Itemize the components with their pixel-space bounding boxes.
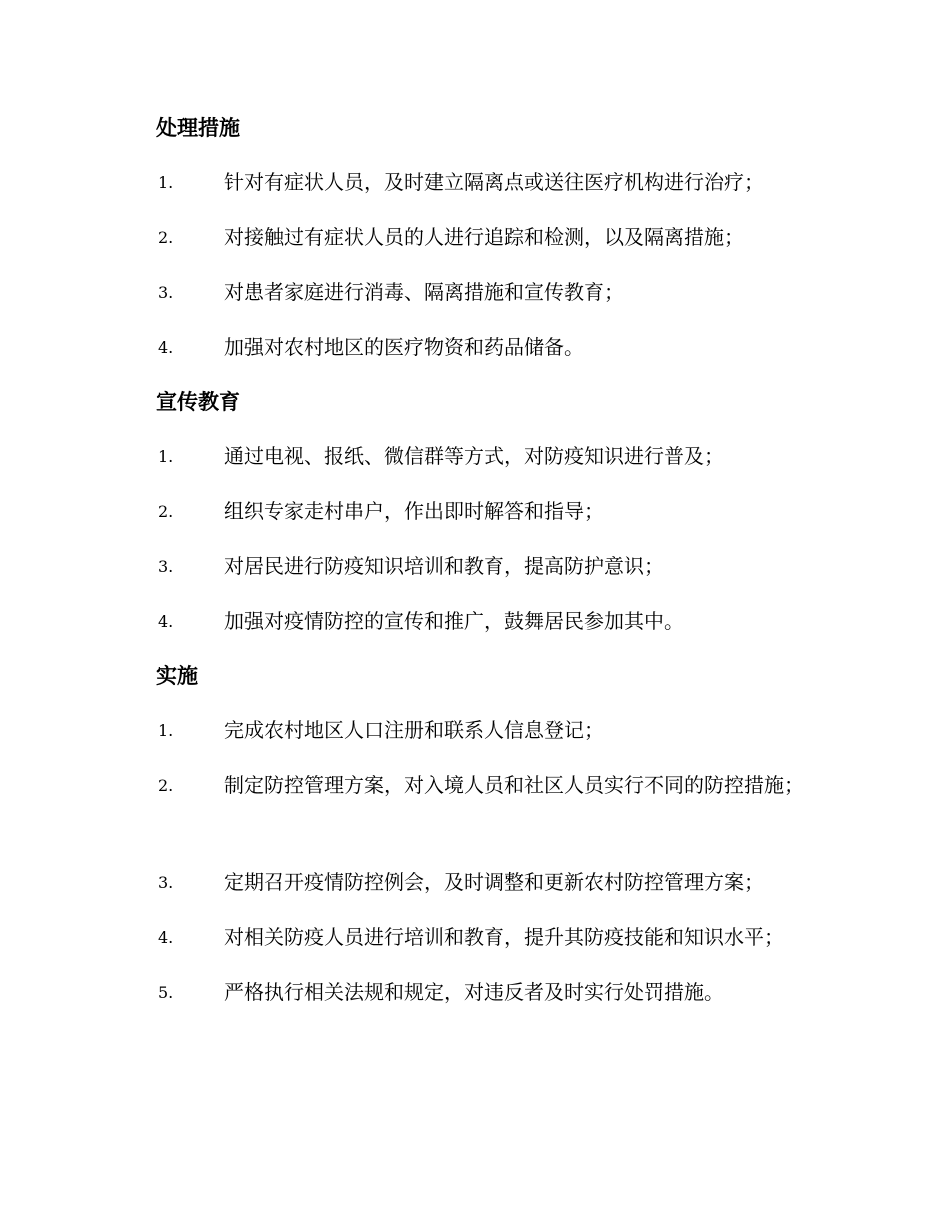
list-item [112, 210, 832, 265]
list-item-text: 对接触过有症状人员的人进行追踪和检测，以及隔离措施； [224, 225, 744, 249]
list-item [112, 265, 832, 320]
list-item-number: 2. [158, 776, 174, 795]
list-item-text: 对居民进行防疫知识培训和教育，提高防护意识； [224, 554, 664, 578]
list-item [112, 429, 832, 484]
list-item [112, 910, 832, 965]
list-item-number: 1. [158, 721, 174, 740]
list-item-number: 4. [158, 928, 174, 947]
list-item-number: 1. [158, 447, 174, 466]
list-item [112, 758, 832, 813]
list-item [112, 594, 832, 649]
list-item-number: 5. [158, 983, 174, 1002]
list-item-number: 2. [158, 502, 174, 521]
list-item-text: 制定防控管理方案，对入境人员和社区人员实行不同的防控措施； [224, 773, 804, 797]
list-item-text: 完成农村地区人口注册和联系人信息登记； [224, 718, 604, 742]
list-item-text: 对患者家庭进行消毒、隔离措施和宣传教育； [224, 280, 624, 304]
list-item-number: 3. [158, 873, 174, 892]
list-item-text: 加强对疫情防控的宣传和推广，鼓舞居民参加其中。 [224, 609, 684, 633]
section-heading-treatment: 处理措施 [156, 116, 240, 140]
list-item-number: 3. [158, 557, 174, 576]
list-item [112, 539, 832, 594]
section-heading-education: 宣传教育 [156, 390, 240, 414]
list-item-text: 加强对农村地区的医疗物资和药品储备。 [224, 335, 584, 359]
section-heading-implementation: 实施 [156, 664, 198, 688]
list-item [112, 703, 832, 758]
list-item-text: 定期召开疫情防控例会，及时调整和更新农村防控管理方案； [224, 870, 764, 894]
list-item [112, 155, 832, 210]
list-item-number: 2. [158, 228, 174, 247]
list-item-text: 对相关防疫人员进行培训和教育，提升其防疫技能和知识水平； [224, 925, 784, 949]
list-item-number: 4. [158, 338, 174, 357]
list-item [112, 484, 832, 539]
list-item [112, 855, 832, 910]
list-item-text: 针对有症状人员，及时建立隔离点或送往医疗机构进行治疗； [224, 170, 764, 194]
list-item-text: 组织专家走村串户，作出即时解答和指导； [224, 499, 604, 523]
list-item [112, 965, 832, 1020]
list-item-text: 通过电视、报纸、微信群等方式，对防疫知识进行普及； [224, 444, 724, 468]
list-item [112, 320, 832, 375]
list-item-number: 1. [158, 173, 174, 192]
list-item-text: 严格执行相关法规和规定，对违反者及时实行处罚措施。 [224, 980, 724, 1004]
list-item-number: 4. [158, 612, 174, 631]
list-item-number: 3. [158, 283, 174, 302]
